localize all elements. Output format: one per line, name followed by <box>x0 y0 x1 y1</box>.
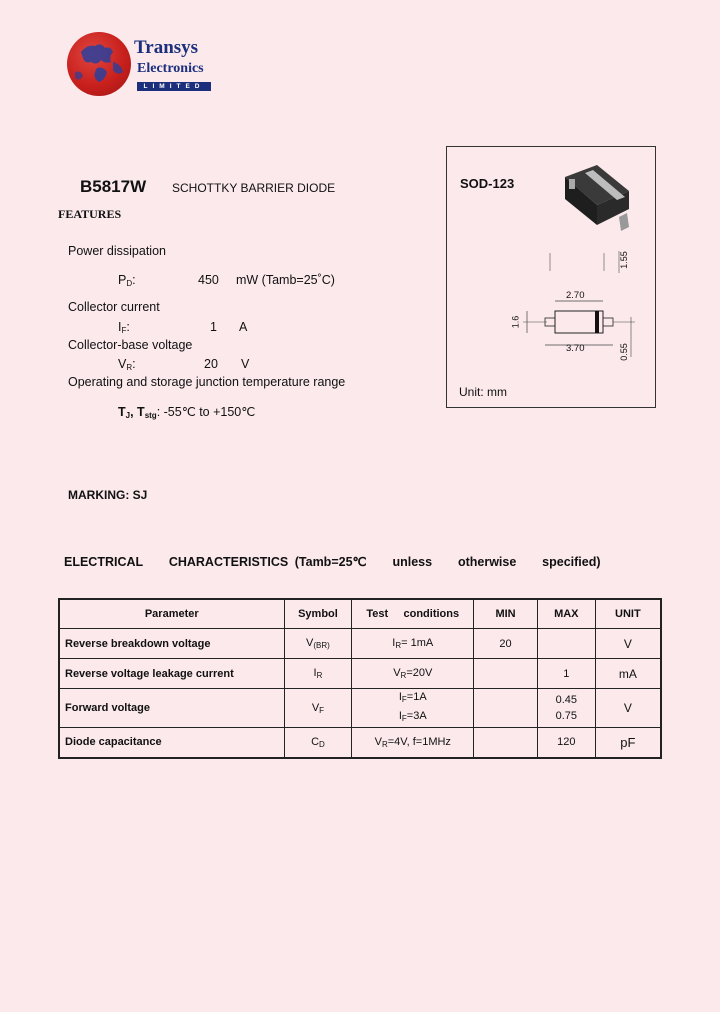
row-parameter: Forward voltage <box>59 689 284 728</box>
logo-name: Transys <box>134 37 199 58</box>
part-number: B5817W <box>80 177 147 196</box>
vr-unit: V <box>241 357 250 371</box>
header-min: MIN <box>474 599 538 629</box>
if-symbol: $I_F$: <box>118 320 130 335</box>
row-unit: pF <box>595 728 661 758</box>
collector-base-label: Collector-base voltage <box>68 338 193 352</box>
package-drawing <box>447 147 655 407</box>
dim-0-55: 0.55 <box>618 343 629 361</box>
row-max: 0.45 0.75 <box>537 689 595 728</box>
dim-1-55: 1.55 <box>618 251 629 269</box>
dim-1-6: 1.6 <box>510 315 521 329</box>
power-dissipation-label: Power dissipation <box>68 244 166 258</box>
row-test: $V_R=4V$, f=1MHz <box>352 728 474 758</box>
logo-subtitle: Electronics <box>137 61 204 76</box>
package-box <box>446 146 656 408</box>
electrical-table <box>58 598 662 759</box>
row-min <box>474 728 538 758</box>
table-header-row <box>59 599 661 629</box>
header-symbol: Symbol <box>284 599 352 629</box>
vr-symbol: $V_R$: <box>118 357 136 372</box>
table-row <box>59 728 661 758</box>
row-test: $V_R=20V$ <box>352 659 474 689</box>
table-row <box>59 659 661 689</box>
header-parameter: Parameter <box>59 599 284 629</box>
pd-symbol: $P_D$: <box>118 273 136 288</box>
logo-tag: LIMITED <box>137 82 211 91</box>
temperature-range: $T_J$, $T_{stg}$: -55℃ to +150℃ <box>118 405 256 420</box>
row-unit: V <box>595 629 661 659</box>
row-symbol: $V_{(BR)}$ <box>284 629 352 659</box>
temperature-label: Operating and storage junction temperature range <box>68 375 346 389</box>
if-unit: A <box>239 320 248 334</box>
if-value: 1 <box>210 320 217 334</box>
table-row <box>59 689 661 728</box>
row-unit: mA <box>595 659 661 689</box>
row-max <box>537 629 595 659</box>
dim-2-70: 2.70 <box>566 290 585 301</box>
row-symbol: $C_D$ <box>284 728 352 758</box>
row-max: 120 <box>537 728 595 758</box>
row-symbol: $I_R$ <box>284 659 352 689</box>
row-min <box>474 659 538 689</box>
row-test: $I_F=1A$ $I_F=3A$ <box>352 689 474 728</box>
row-parameter: Reverse voltage leakage current <box>59 659 284 689</box>
row-min: 20 <box>474 629 538 659</box>
header-test-conditions: Test conditions <box>352 599 474 629</box>
features-heading: FEATURES <box>58 207 122 221</box>
globe-logo-icon <box>67 32 131 96</box>
package-name: SOD-123 <box>460 176 515 191</box>
row-test: $I_R= 1mA$ <box>352 629 474 659</box>
row-parameter: Reverse breakdown voltage <box>59 629 284 659</box>
part-description: SCHOTTKY BARRIER DIODE <box>172 181 336 195</box>
marking-text: MARKING: SJ <box>68 488 148 502</box>
dim-3-70: 3.70 <box>566 343 585 354</box>
row-min <box>474 689 538 728</box>
row-unit: V <box>595 689 661 728</box>
collector-current-label: Collector current <box>68 300 160 314</box>
row-max: 1 <box>537 659 595 689</box>
unit-note: Unit: mm <box>459 385 507 399</box>
table-row <box>59 629 661 659</box>
vr-value: 20 <box>204 357 218 371</box>
header-unit: UNIT <box>595 599 661 629</box>
header-max: MAX <box>537 599 595 629</box>
pd-value: 450 <box>198 273 219 287</box>
row-symbol: $V_F$ <box>284 689 352 728</box>
row-parameter: Diode capacitance <box>59 728 284 758</box>
pd-unit: mW (Tamb=25˚C) <box>236 273 335 287</box>
electrical-heading: ELECTRICAL CHARACTERISTICS (Tamb=25℃ unless otherwise specified) <box>64 555 601 569</box>
